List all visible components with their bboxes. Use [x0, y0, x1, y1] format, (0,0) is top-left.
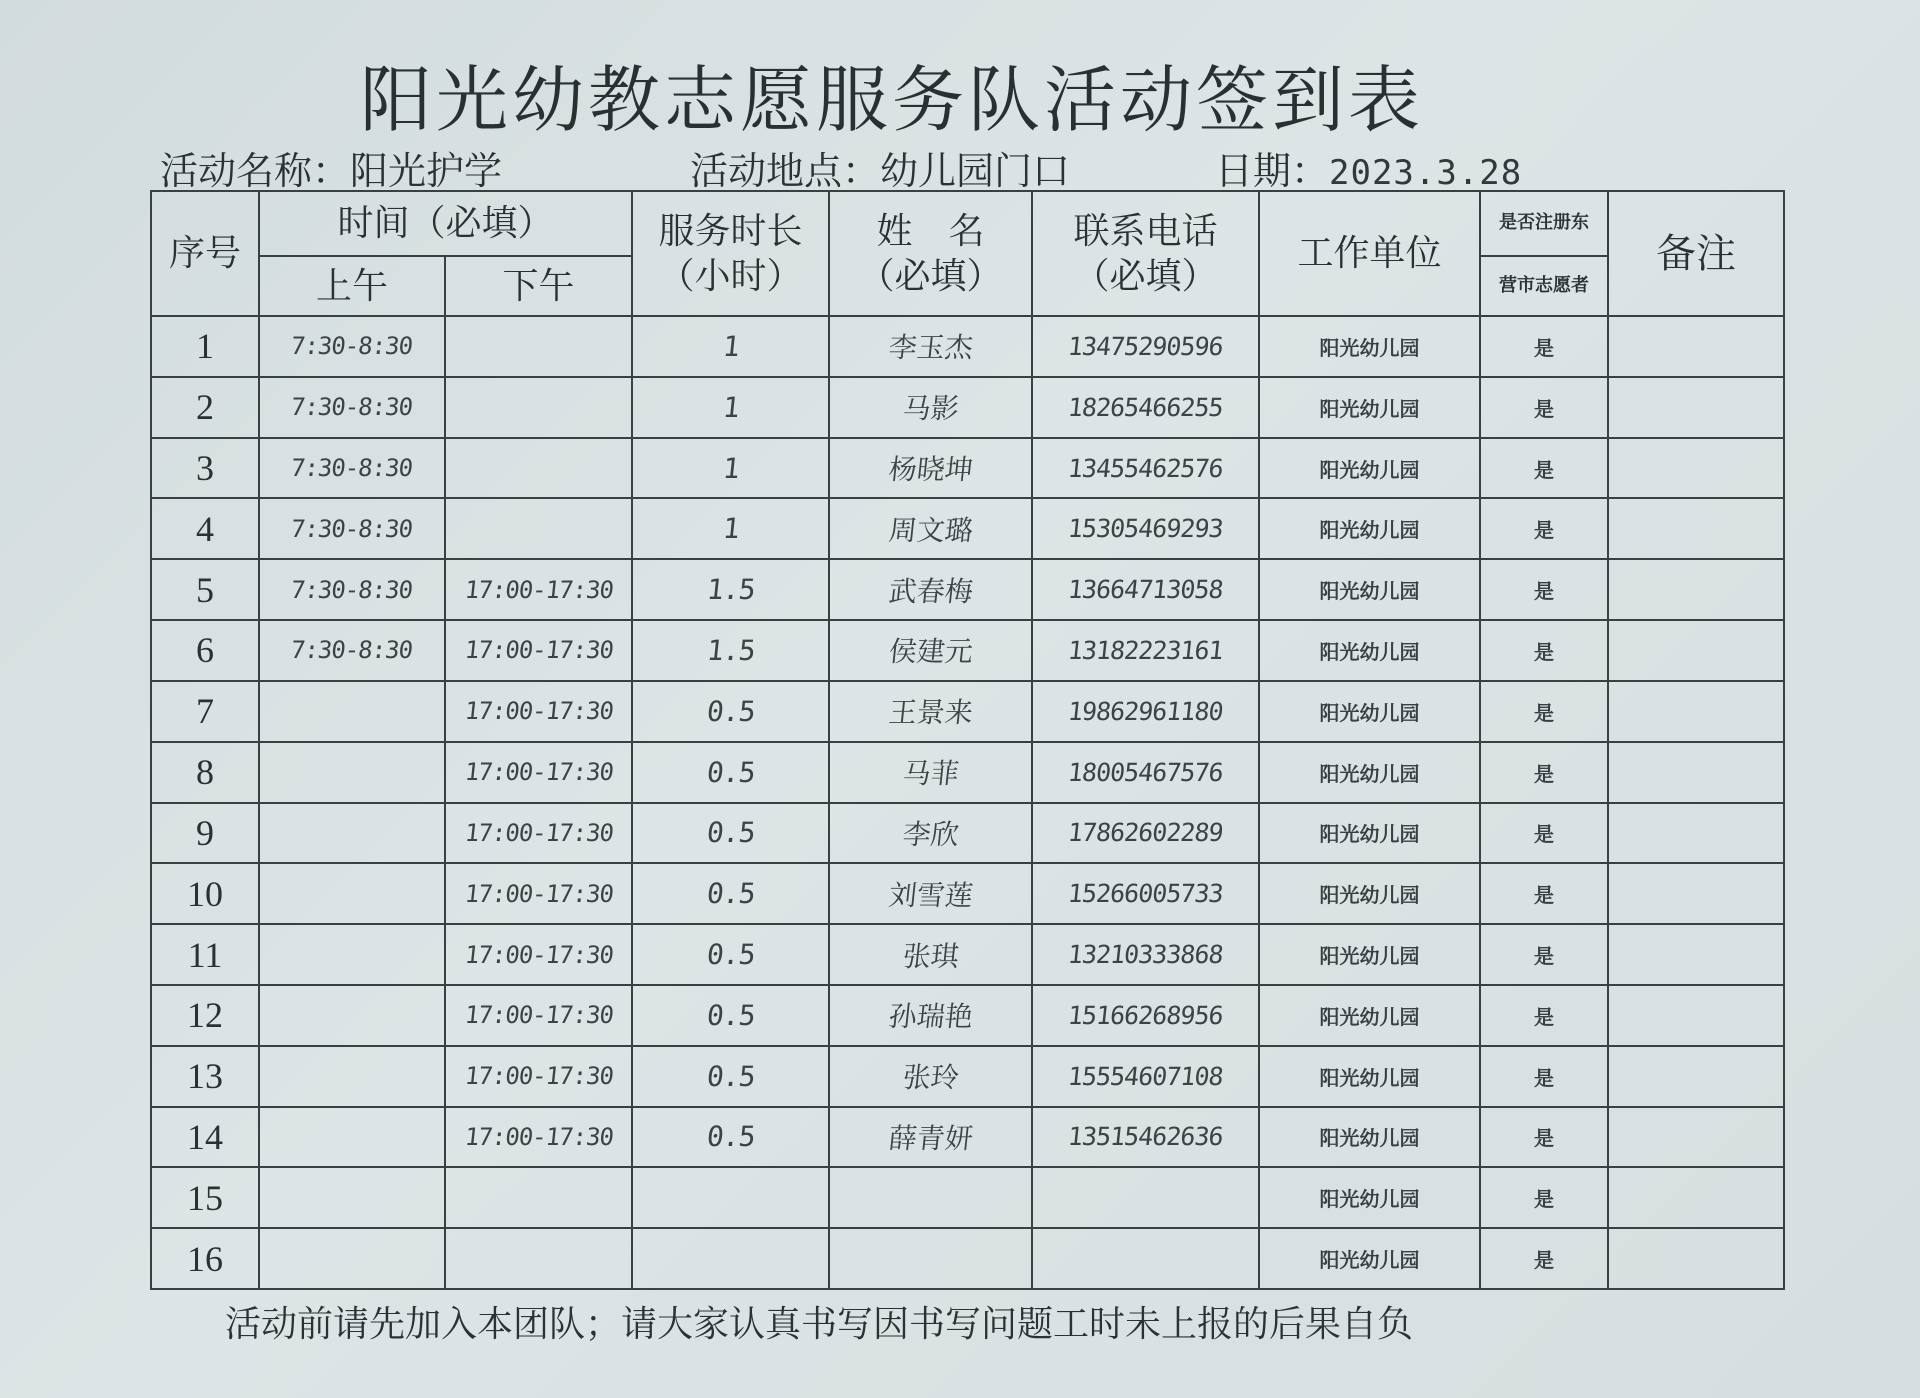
cell-duration: [632, 803, 829, 864]
cell-volunteer-name: [829, 1107, 1032, 1168]
cell-am-time: [259, 1046, 445, 1107]
date-value: 2023.3.28: [1329, 153, 1523, 193]
cell-remark: [1608, 559, 1784, 620]
cell-work-unit: [1259, 863, 1480, 924]
cell-pm-time: [445, 863, 632, 924]
header-duration-line1: 服务时长: [658, 210, 803, 252]
work-unit-text: 阳光幼儿园: [1319, 335, 1420, 360]
cell-work-unit: [1259, 742, 1480, 803]
cell-remark: [1608, 377, 1784, 438]
cell-work-unit: [1259, 681, 1480, 742]
cell-work-unit: [1259, 438, 1480, 499]
header-phone-line2: （必填）: [1073, 255, 1218, 297]
cell-pm-time: [445, 498, 632, 559]
cell-pm-time: [445, 742, 632, 803]
cell-phone-number: [1032, 498, 1259, 559]
registered-text: 是: [1534, 518, 1555, 543]
work-unit-text: 阳光幼儿园: [1319, 1065, 1420, 1090]
table-row: [151, 924, 1784, 985]
row-number-text: 5: [196, 569, 214, 610]
registered-text: 是: [1534, 944, 1555, 969]
table-row: [151, 1167, 1784, 1228]
work-unit-text: 阳光幼儿园: [1319, 457, 1420, 482]
volunteer-name-text: 侯建元: [886, 635, 975, 669]
registered-text: 是: [1534, 396, 1555, 421]
duration-text: 0.5: [704, 938, 757, 972]
date-label: 日期：: [1215, 149, 1330, 193]
pm-time-text: 17:00-17:30: [463, 1001, 614, 1030]
work-unit-text: 阳光幼儿园: [1319, 639, 1420, 664]
cell-registered: [1480, 1107, 1608, 1168]
row-number-text: 4: [196, 508, 214, 549]
cell-volunteer-name: [829, 620, 1032, 681]
header-remark: 备注: [1608, 191, 1784, 316]
phone-number-text: 17862602289: [1066, 818, 1225, 848]
cell-am-time: [259, 438, 445, 499]
cell-duration: [632, 316, 829, 377]
phone-number-text: 13664713058: [1066, 575, 1225, 605]
phone-number-text: 13455462576: [1066, 453, 1225, 483]
registered-text: 是: [1534, 761, 1555, 786]
cell-registered: [1480, 438, 1608, 499]
table-row: [151, 620, 1784, 681]
cell-am-time: [259, 863, 445, 924]
cell-work-unit: [1259, 803, 1480, 864]
cell-volunteer-name: [829, 498, 1032, 559]
row-number-text: 11: [187, 934, 223, 975]
cell-pm-time: [445, 1167, 632, 1228]
cell-duration: [632, 438, 829, 499]
cell-pm-time: [445, 559, 632, 620]
cell-phone-number: [1032, 316, 1259, 377]
cell-am-time: [259, 559, 445, 620]
cell-remark: [1608, 438, 1784, 499]
header-registered-line2: 营市志愿者: [1480, 256, 1608, 316]
cell-work-unit: [1259, 1228, 1480, 1289]
registered-text: 是: [1534, 457, 1555, 482]
phone-number-text: 13210333868: [1066, 940, 1225, 970]
cell-phone-number: [1032, 803, 1259, 864]
cell-row-number: [151, 377, 259, 438]
pm-time-text: 17:00-17:30: [463, 575, 614, 604]
cell-registered: [1480, 498, 1608, 559]
cell-row-number: [151, 985, 259, 1046]
cell-remark: [1608, 863, 1784, 924]
table-row: [151, 1107, 1784, 1168]
cell-am-time: [259, 985, 445, 1046]
cell-phone-number: [1032, 1107, 1259, 1168]
header-pm: 下午: [445, 256, 632, 316]
cell-am-time: [259, 1107, 445, 1168]
cell-pm-time: [445, 1107, 632, 1168]
cell-phone-number: [1032, 1228, 1259, 1289]
cell-work-unit: [1259, 924, 1480, 985]
volunteer-name-text: 李玉杰: [886, 331, 975, 365]
cell-remark: [1608, 1107, 1784, 1168]
phone-number-text: 15166268956: [1066, 1000, 1225, 1030]
cell-pm-time: [445, 377, 632, 438]
registered-text: 是: [1534, 822, 1555, 847]
cell-volunteer-name: [829, 863, 1032, 924]
cell-volunteer-name: [829, 1046, 1032, 1107]
table-row: [151, 438, 1784, 499]
volunteer-name-text: 武春梅: [886, 574, 975, 608]
duration-text: 0.5: [704, 998, 757, 1032]
duration-text: 1: [720, 390, 741, 424]
table-row: [151, 863, 1784, 924]
cell-remark: [1608, 1228, 1784, 1289]
volunteer-name-text: 孙瑞艳: [886, 1000, 975, 1034]
duration-text: 0.5: [704, 1059, 757, 1093]
cell-volunteer-name: [829, 742, 1032, 803]
registered-text: 是: [1534, 1187, 1555, 1212]
pm-time-text: 17:00-17:30: [463, 818, 614, 847]
am-time-text: 7:30-8:30: [289, 514, 414, 543]
phone-number-text: 13515462636: [1066, 1122, 1225, 1152]
cell-volunteer-name: [829, 1167, 1032, 1228]
header-name-line2: （必填）: [858, 255, 1003, 297]
volunteer-name-text: 张琪: [900, 939, 961, 973]
footer-note: 活动前请先加入本团队；请大家认真书写因书写问题工时未上报的后果自负: [225, 1304, 1414, 1345]
cell-volunteer-name: [829, 681, 1032, 742]
cell-remark: [1608, 316, 1784, 377]
cell-phone-number: [1032, 620, 1259, 681]
cell-pm-time: [445, 1046, 632, 1107]
cell-registered: [1480, 985, 1608, 1046]
cell-phone-number: [1032, 559, 1259, 620]
table-row: [151, 681, 1784, 742]
table-row: [151, 803, 1784, 864]
work-unit-text: 阳光幼儿园: [1319, 1004, 1420, 1029]
work-unit-text: 阳光幼儿园: [1319, 1248, 1420, 1273]
cell-volunteer-name: [829, 316, 1032, 377]
pm-time-text: 17:00-17:30: [463, 758, 614, 787]
cell-duration: [632, 498, 829, 559]
row-number-text: 6: [196, 630, 214, 671]
cell-am-time: [259, 924, 445, 985]
work-unit-text: 阳光幼儿园: [1319, 761, 1420, 786]
registered-text: 是: [1534, 700, 1555, 725]
table-row: [151, 377, 1784, 438]
cell-remark: [1608, 681, 1784, 742]
cell-remark: [1608, 1046, 1784, 1107]
cell-am-time: [259, 1167, 445, 1228]
cell-row-number: [151, 1228, 259, 1289]
row-number-text: 14: [187, 1116, 223, 1157]
cell-am-time: [259, 681, 445, 742]
header-no: 序号: [151, 191, 259, 316]
am-time-text: 7:30-8:30: [289, 636, 414, 665]
cell-phone-number: [1032, 377, 1259, 438]
table-row: [151, 498, 1784, 559]
cell-duration: [632, 377, 829, 438]
cell-work-unit: [1259, 559, 1480, 620]
table-row: [151, 1228, 1784, 1289]
cell-work-unit: [1259, 316, 1480, 377]
header-time: 时间（必填）: [259, 191, 632, 256]
cell-duration: [632, 742, 829, 803]
cell-phone-number: [1032, 438, 1259, 499]
work-unit-text: 阳光幼儿园: [1319, 1187, 1420, 1212]
cell-volunteer-name: [829, 1228, 1032, 1289]
header-duration: [632, 191, 829, 316]
cell-registered: [1480, 803, 1608, 864]
cell-pm-time: [445, 985, 632, 1046]
page-title: 阳光幼教志愿服务队活动签到表: [360, 58, 1425, 142]
registered-text: 是: [1534, 639, 1555, 664]
cell-am-time: [259, 498, 445, 559]
work-unit-text: 阳光幼儿园: [1319, 1126, 1420, 1151]
cell-row-number: [151, 559, 259, 620]
cell-volunteer-name: [829, 377, 1032, 438]
table-row: [151, 985, 1784, 1046]
registered-text: 是: [1534, 1065, 1555, 1090]
pm-time-text: 17:00-17:30: [463, 636, 614, 665]
table-body: [151, 316, 1784, 1289]
phone-number-text: 19862961180: [1066, 696, 1225, 726]
duration-text: 0.5: [704, 694, 757, 728]
cell-volunteer-name: [829, 803, 1032, 864]
phone-number-text: 15305469293: [1066, 514, 1225, 544]
cell-remark: [1608, 498, 1784, 559]
date-field: [1215, 140, 1522, 195]
cell-am-time: [259, 316, 445, 377]
cell-remark: [1608, 924, 1784, 985]
cell-phone-number: [1032, 681, 1259, 742]
cell-duration: [632, 1046, 829, 1107]
cell-duration: [632, 1107, 829, 1168]
duration-text: 1: [720, 329, 741, 363]
volunteer-name-text: 薛青妍: [886, 1121, 975, 1155]
row-number-text: 13: [187, 1056, 223, 1097]
cell-phone-number: [1032, 924, 1259, 985]
activity-name-value: 阳光护学: [350, 149, 503, 193]
registered-text: 是: [1534, 579, 1555, 604]
cell-duration: [632, 863, 829, 924]
cell-registered: [1480, 377, 1608, 438]
cell-registered: [1480, 316, 1608, 377]
table-row: [151, 559, 1784, 620]
am-time-text: 7:30-8:30: [289, 454, 414, 483]
duration-text: 1: [720, 512, 741, 546]
cell-volunteer-name: [829, 438, 1032, 499]
row-number-text: 3: [196, 448, 214, 489]
header-am: 上午: [259, 256, 445, 316]
cell-row-number: [151, 742, 259, 803]
pm-time-text: 17:00-17:30: [463, 697, 614, 726]
cell-row-number: [151, 1167, 259, 1228]
duration-text: 0.5: [704, 877, 757, 911]
cell-remark: [1608, 742, 1784, 803]
volunteer-name-text: 刘雪莲: [886, 878, 975, 912]
table-row: [151, 316, 1784, 377]
row-number-text: 10: [187, 873, 223, 914]
volunteer-name-text: 杨晓坤: [886, 453, 975, 487]
am-time-text: 7:30-8:30: [289, 332, 414, 361]
cell-duration: [632, 1228, 829, 1289]
row-number-text: 2: [196, 387, 214, 428]
cell-row-number: [151, 681, 259, 742]
registered-text: 是: [1534, 1248, 1555, 1273]
cell-row-number: [151, 620, 259, 681]
duration-text: 1.5: [704, 573, 757, 607]
cell-phone-number: [1032, 863, 1259, 924]
duration-text: 0.5: [704, 755, 757, 789]
row-number-text: 12: [187, 995, 223, 1036]
work-unit-text: 阳光幼儿园: [1319, 700, 1420, 725]
cell-am-time: [259, 377, 445, 438]
cell-am-time: [259, 803, 445, 864]
header-phone-line1: 联系电话: [1073, 210, 1218, 252]
location-value: 幼儿园门口: [880, 149, 1071, 193]
cell-pm-time: [445, 1228, 632, 1289]
cell-row-number: [151, 1046, 259, 1107]
cell-registered: [1480, 1167, 1608, 1228]
cell-registered: [1480, 559, 1608, 620]
cell-work-unit: [1259, 498, 1480, 559]
cell-phone-number: [1032, 742, 1259, 803]
cell-remark: [1608, 620, 1784, 681]
pm-time-text: 17:00-17:30: [463, 1062, 614, 1091]
cell-registered: [1480, 1228, 1608, 1289]
pm-time-text: 17:00-17:30: [463, 879, 614, 908]
cell-duration: [632, 924, 829, 985]
am-time-text: 7:30-8:30: [289, 575, 414, 604]
work-unit-text: 阳光幼儿园: [1319, 396, 1420, 421]
cell-work-unit: [1259, 1167, 1480, 1228]
cell-row-number: [151, 1107, 259, 1168]
cell-phone-number: [1032, 1167, 1259, 1228]
cell-work-unit: [1259, 985, 1480, 1046]
header-registered-line1: 是否注册东: [1480, 191, 1608, 256]
cell-duration: [632, 681, 829, 742]
work-unit-text: 阳光幼儿园: [1319, 822, 1420, 847]
table-row: [151, 742, 1784, 803]
header-duration-line2: （小时）: [658, 255, 803, 297]
cell-am-time: [259, 1228, 445, 1289]
cell-row-number: [151, 498, 259, 559]
phone-number-text: 18005467576: [1066, 757, 1225, 787]
volunteer-name-text: 马影: [900, 392, 961, 426]
header-phone: [1032, 191, 1259, 316]
cell-pm-time: [445, 803, 632, 864]
activity-name-field: [160, 140, 502, 195]
cell-pm-time: [445, 620, 632, 681]
cell-pm-time: [445, 681, 632, 742]
cell-remark: [1608, 985, 1784, 1046]
row-number-text: 1: [196, 326, 214, 367]
cell-registered: [1480, 863, 1608, 924]
header-name-line1: 姓 名: [876, 210, 985, 252]
cell-row-number: [151, 438, 259, 499]
phone-number-text: 18265466255: [1066, 392, 1225, 422]
cell-registered: [1480, 1046, 1608, 1107]
header-name: [829, 191, 1032, 316]
phone-number-text: 15266005733: [1066, 879, 1225, 909]
cell-work-unit: [1259, 377, 1480, 438]
volunteer-name-text: 王景来: [886, 696, 975, 730]
table-row: [151, 1046, 1784, 1107]
duration-text: 1.5: [704, 633, 757, 667]
location-label: 活动地点：: [690, 149, 881, 193]
cell-work-unit: [1259, 1107, 1480, 1168]
pm-time-text: 17:00-17:30: [463, 940, 614, 969]
cell-pm-time: [445, 438, 632, 499]
cell-pm-time: [445, 316, 632, 377]
work-unit-text: 阳光幼儿园: [1319, 518, 1420, 543]
sign-in-table: [150, 190, 1785, 1290]
registered-text: 是: [1534, 1126, 1555, 1151]
location-field: [690, 140, 1070, 195]
activity-name-label: 活动名称：: [160, 149, 351, 193]
row-number-text: 15: [187, 1177, 223, 1218]
volunteer-name-text: 马菲: [900, 757, 961, 791]
phone-number-text: 13182223161: [1066, 635, 1225, 665]
cell-work-unit: [1259, 620, 1480, 681]
volunteer-name-text: 周文璐: [886, 513, 975, 547]
cell-row-number: [151, 316, 259, 377]
cell-registered: [1480, 681, 1608, 742]
work-unit-text: 阳光幼儿园: [1319, 883, 1420, 908]
cell-volunteer-name: [829, 985, 1032, 1046]
duration-text: 0.5: [704, 816, 757, 850]
cell-registered: [1480, 924, 1608, 985]
pm-time-text: 17:00-17:30: [463, 1122, 614, 1151]
row-number-text: 8: [196, 752, 214, 793]
cell-am-time: [259, 742, 445, 803]
row-number-text: 7: [196, 691, 214, 732]
registered-text: 是: [1534, 335, 1555, 360]
volunteer-name-text: 张玲: [900, 1061, 961, 1095]
cell-row-number: [151, 863, 259, 924]
registered-text: 是: [1534, 1004, 1555, 1029]
cell-duration: [632, 559, 829, 620]
work-unit-text: 阳光幼儿园: [1319, 579, 1420, 604]
cell-pm-time: [445, 924, 632, 985]
cell-row-number: [151, 803, 259, 864]
am-time-text: 7:30-8:30: [289, 393, 414, 422]
cell-remark: [1608, 1167, 1784, 1228]
work-unit-text: 阳光幼儿园: [1319, 944, 1420, 969]
volunteer-name-text: 李欣: [900, 817, 961, 851]
cell-am-time: [259, 620, 445, 681]
cell-duration: [632, 620, 829, 681]
cell-duration: [632, 1167, 829, 1228]
cell-duration: [632, 985, 829, 1046]
registered-text: 是: [1534, 883, 1555, 908]
cell-remark: [1608, 803, 1784, 864]
row-number-text: 9: [196, 812, 214, 853]
cell-volunteer-name: [829, 924, 1032, 985]
cell-phone-number: [1032, 1046, 1259, 1107]
cell-phone-number: [1032, 985, 1259, 1046]
cell-work-unit: [1259, 1046, 1480, 1107]
cell-row-number: [151, 924, 259, 985]
row-number-text: 16: [187, 1238, 223, 1279]
cell-registered: [1480, 742, 1608, 803]
duration-text: 1: [720, 451, 741, 485]
cell-registered: [1480, 620, 1608, 681]
phone-number-text: 15554607108: [1066, 1061, 1225, 1091]
cell-volunteer-name: [829, 559, 1032, 620]
duration-text: 0.5: [704, 1120, 757, 1154]
header-unit: 工作单位: [1259, 191, 1480, 316]
phone-number-text: 13475290596: [1066, 331, 1225, 361]
